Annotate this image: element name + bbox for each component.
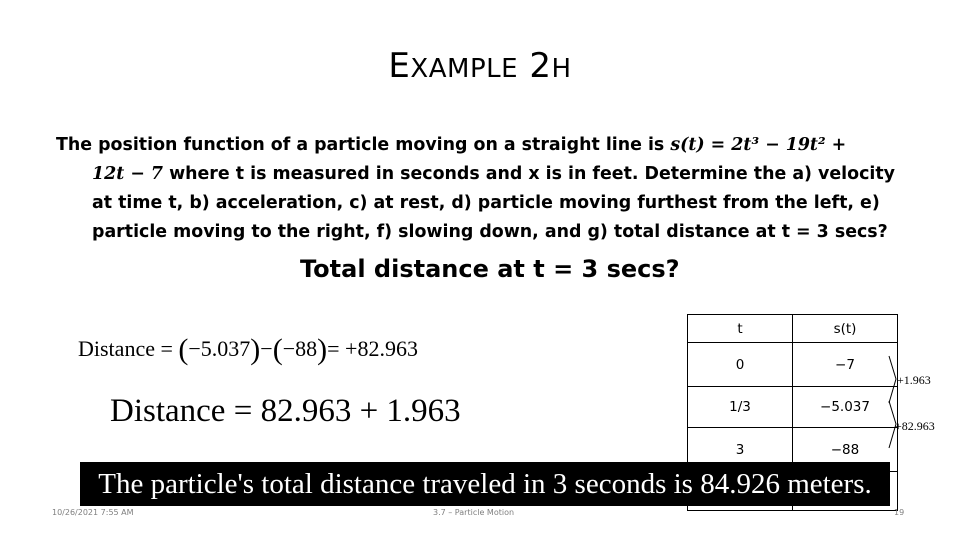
- problem-line-3: at time t, b) acceleration, c) at rest, d) particle moving furthest from the left, e): [92, 193, 880, 213]
- table-header-row: [688, 315, 898, 343]
- distance-equation-1: [78, 333, 418, 367]
- brace-label-2: +82.963: [895, 419, 935, 433]
- eq1-minus: −: [260, 336, 273, 361]
- eq1-close-paren-a: ): [250, 333, 261, 366]
- footer-date: 10/26/2021 7:55 AM: [52, 508, 134, 517]
- problem-statement: [56, 131, 916, 247]
- distance-equation-2: Distance = 82.963 + 1.963: [110, 393, 461, 429]
- eq1-term-a: −5.037: [188, 336, 251, 361]
- subheading: Total distance at t = 3 secs?: [300, 255, 680, 283]
- slide-title: [0, 46, 960, 86]
- eq1-lhs: Distance =: [78, 336, 179, 361]
- problem-line-1: [56, 131, 916, 160]
- eq1-term-b: −88: [282, 336, 318, 361]
- cell-t: 0: [688, 343, 793, 387]
- cell-s: −88: [793, 428, 898, 472]
- footer-page-number: 19: [894, 508, 905, 517]
- cell-s: −5.037: [793, 387, 898, 428]
- problem-line-4: particle moving to the right, f) slowing down, and g) total distance at t = 3 secs?: [92, 222, 888, 242]
- position-function: s(t) = 2t³ − 19t² +: [670, 135, 847, 155]
- cell-s: −7: [793, 343, 898, 387]
- problem-line-2-text: where t is measured in seconds and x is in feet. Determine the a) velocity: [163, 164, 896, 184]
- position-function-cont: 12t − 7: [92, 164, 164, 184]
- eq1-open-paren-b: (: [272, 333, 283, 366]
- eq1-close-paren-b: ): [317, 333, 328, 366]
- table-row: [688, 343, 898, 387]
- eq1-rhs: = +82.963: [327, 336, 418, 361]
- brace-label-1: +1.963: [897, 373, 931, 387]
- cell-t: 3: [688, 428, 793, 472]
- footer-section: 3.7 – Particle Motion: [433, 508, 515, 517]
- slide-title-display: EXAMPLE 2H: [388, 46, 572, 86]
- header-t: t: [688, 315, 793, 343]
- problem-line-2: [56, 160, 916, 189]
- header-s-of-t: s(t): [793, 315, 898, 343]
- answer-banner: The particle's total distance traveled in 3 seconds is 84.926 meters.: [80, 462, 890, 506]
- problem-line-1-text: The position function of a particle moving on a straight line is: [56, 135, 671, 155]
- cell-t: 1/3: [688, 387, 793, 428]
- eq1-open-paren-a: (: [178, 333, 189, 366]
- table-row: [688, 387, 898, 428]
